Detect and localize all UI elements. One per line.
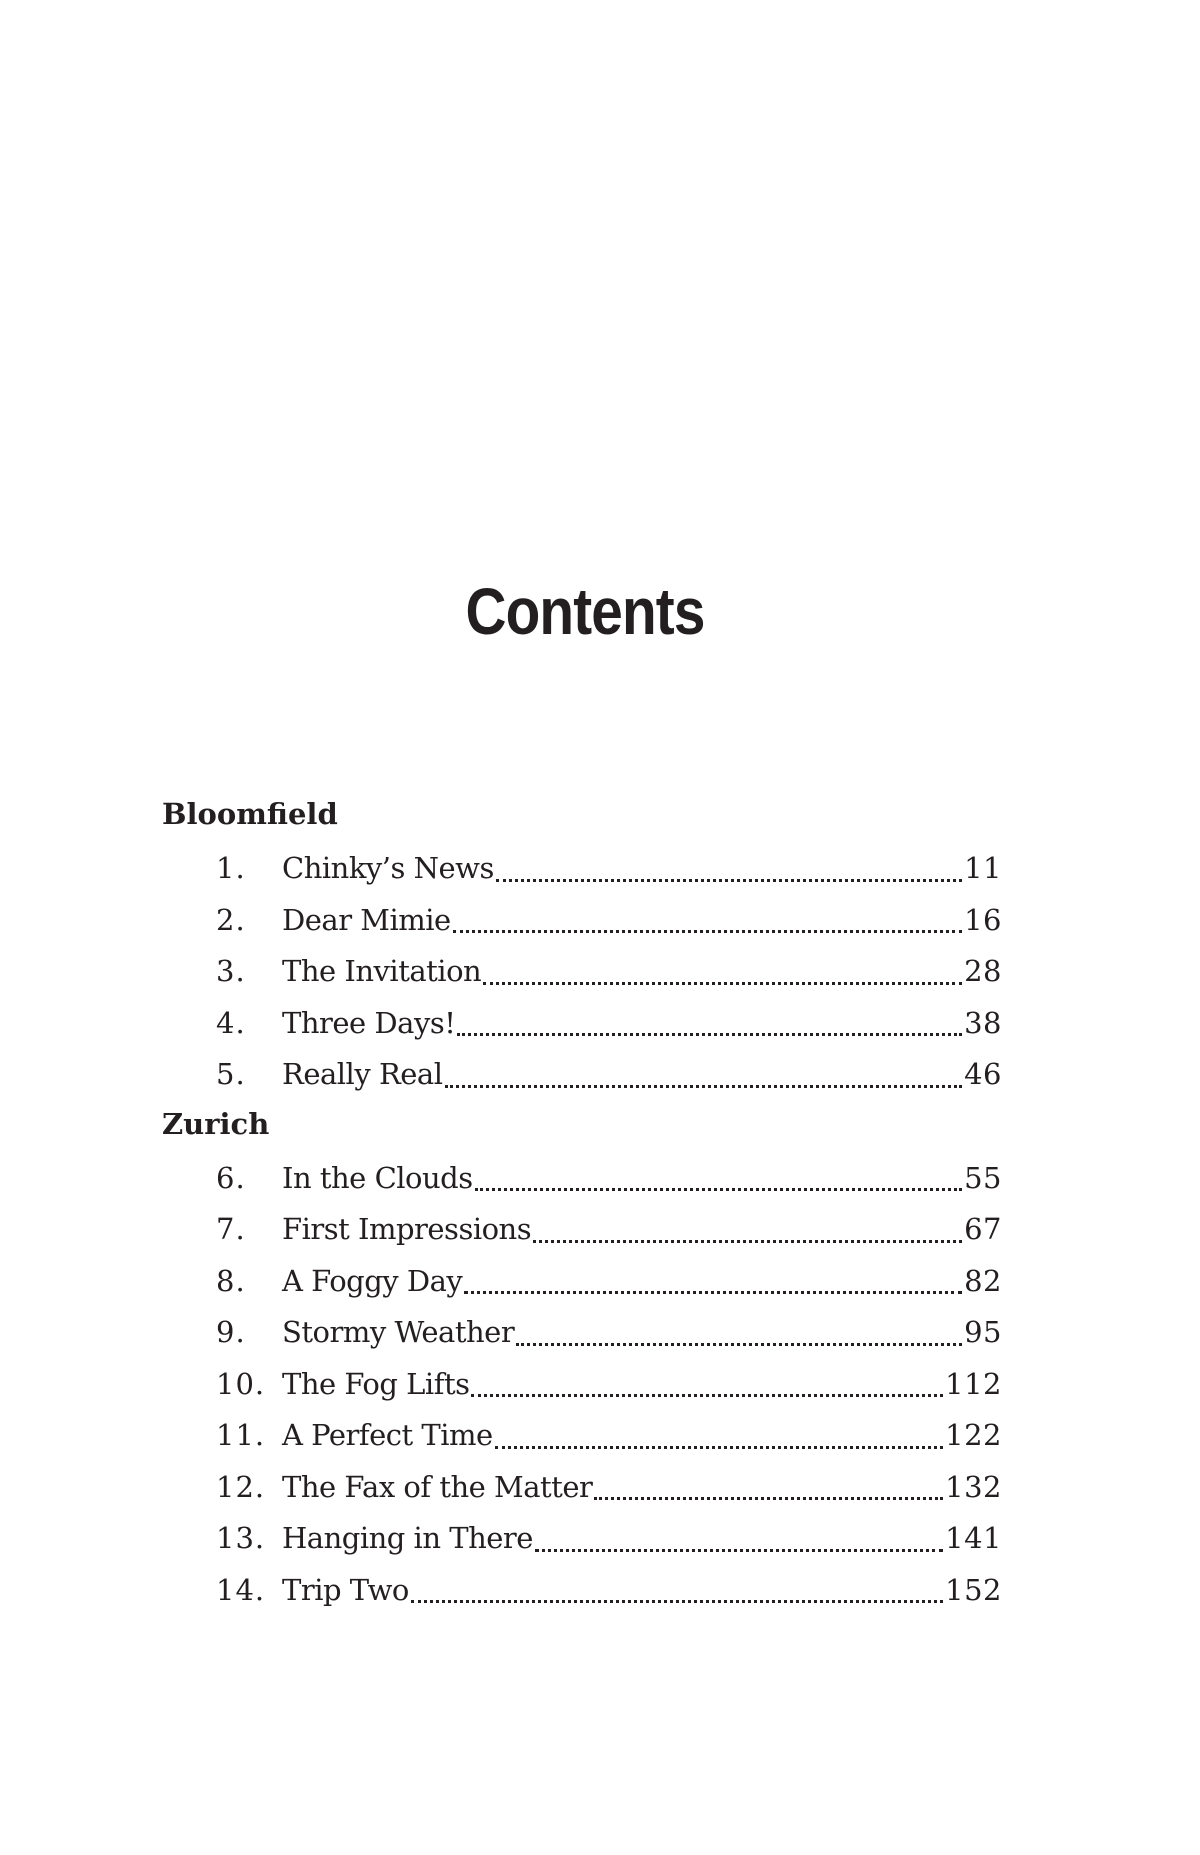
dot-leader: [471, 1394, 943, 1397]
dot-leader: [411, 1600, 943, 1603]
section-heading: Zurich: [162, 1106, 270, 1141]
entry-page-number: 141: [945, 1521, 1002, 1555]
entry-title: Trip Two: [282, 1572, 409, 1607]
entry-page-number: 132: [945, 1469, 1002, 1504]
toc-entry: [162, 1205, 1002, 1257]
toc-entry: [162, 1566, 1002, 1618]
entry-number: 13.: [216, 1521, 266, 1555]
entry-number: 6.: [216, 1160, 246, 1195]
entry-title: Dear Mimie: [282, 902, 451, 937]
toc-entry: [162, 1154, 1002, 1206]
entry-number: 1.: [216, 851, 246, 885]
dot-leader: [496, 879, 962, 882]
entry-number: 12.: [216, 1469, 266, 1504]
toc-entry: [162, 1411, 1002, 1463]
dot-leader: [495, 1446, 943, 1449]
entry-number: 10.: [216, 1366, 266, 1401]
entry-page-number: 11: [964, 851, 1002, 885]
dot-leader: [464, 1291, 962, 1294]
toc-entry: [162, 1463, 1002, 1515]
toc-entry: [162, 1308, 1002, 1360]
dot-leader: [453, 930, 962, 933]
entry-page-number: 16: [964, 902, 1002, 937]
entry-title: In the Clouds: [282, 1160, 473, 1195]
dot-leader: [475, 1188, 962, 1191]
entry-page-number: 152: [945, 1572, 1002, 1607]
entry-title: First Impressions: [282, 1212, 532, 1246]
entry-title: The Fog Lifts: [282, 1366, 470, 1401]
dot-leader: [516, 1343, 962, 1346]
dot-leader: [483, 982, 962, 985]
entry-page-number: 67: [964, 1212, 1002, 1246]
table-of-contents: [162, 792, 1002, 1617]
entry-title: A Foggy Day: [282, 1263, 463, 1298]
entry-number: 9.: [216, 1315, 246, 1349]
toc-entry: [162, 1050, 1002, 1102]
entry-page-number: 55: [964, 1160, 1002, 1195]
toc-entry: [162, 947, 1002, 999]
dot-leader: [594, 1497, 943, 1500]
toc-section-zurich: [162, 1102, 1002, 1618]
entry-number: 8.: [216, 1263, 246, 1298]
entry-number: 5.: [216, 1057, 246, 1091]
toc-entry: [162, 844, 1002, 896]
toc-section-bloomfield: [162, 792, 1002, 1102]
entry-number: 11.: [216, 1418, 266, 1452]
entry-page-number: 112: [945, 1366, 1002, 1401]
entry-number: 2.: [216, 902, 246, 937]
toc-entry: [162, 999, 1002, 1051]
entry-page-number: 122: [945, 1418, 1002, 1452]
entry-number: 14.: [216, 1572, 266, 1607]
toc-entry: [162, 1514, 1002, 1566]
entry-number: 4.: [216, 1005, 246, 1040]
dot-leader: [457, 1033, 962, 1036]
entry-title: A Perfect Time: [282, 1418, 493, 1452]
entry-title: Hanging in There: [282, 1521, 533, 1555]
entry-page-number: 95: [964, 1315, 1002, 1349]
entry-page-number: 28: [964, 954, 1002, 988]
entry-title: Three Days!: [282, 1005, 456, 1040]
entry-number: 3.: [216, 954, 246, 988]
entry-page-number: 82: [964, 1263, 1002, 1298]
entry-title: Stormy Weather: [282, 1315, 515, 1349]
page-title: Contents: [465, 574, 705, 649]
toc-entry: [162, 1360, 1002, 1412]
entry-number: 7.: [216, 1212, 246, 1246]
entry-title: Chinky’s News: [282, 851, 494, 885]
entry-page-number: 38: [964, 1005, 1002, 1040]
dot-leader: [445, 1085, 963, 1088]
entry-title: The Invitation: [282, 954, 482, 988]
toc-entry: [162, 896, 1002, 948]
entry-title: The Fax of the Matter: [282, 1469, 593, 1504]
entry-page-number: 46: [964, 1057, 1002, 1091]
entry-title: Really Real: [282, 1057, 443, 1091]
dot-leader: [535, 1549, 943, 1552]
toc-entry: [162, 1257, 1002, 1309]
section-heading: Bloomfield: [162, 797, 338, 831]
dot-leader: [533, 1240, 962, 1243]
